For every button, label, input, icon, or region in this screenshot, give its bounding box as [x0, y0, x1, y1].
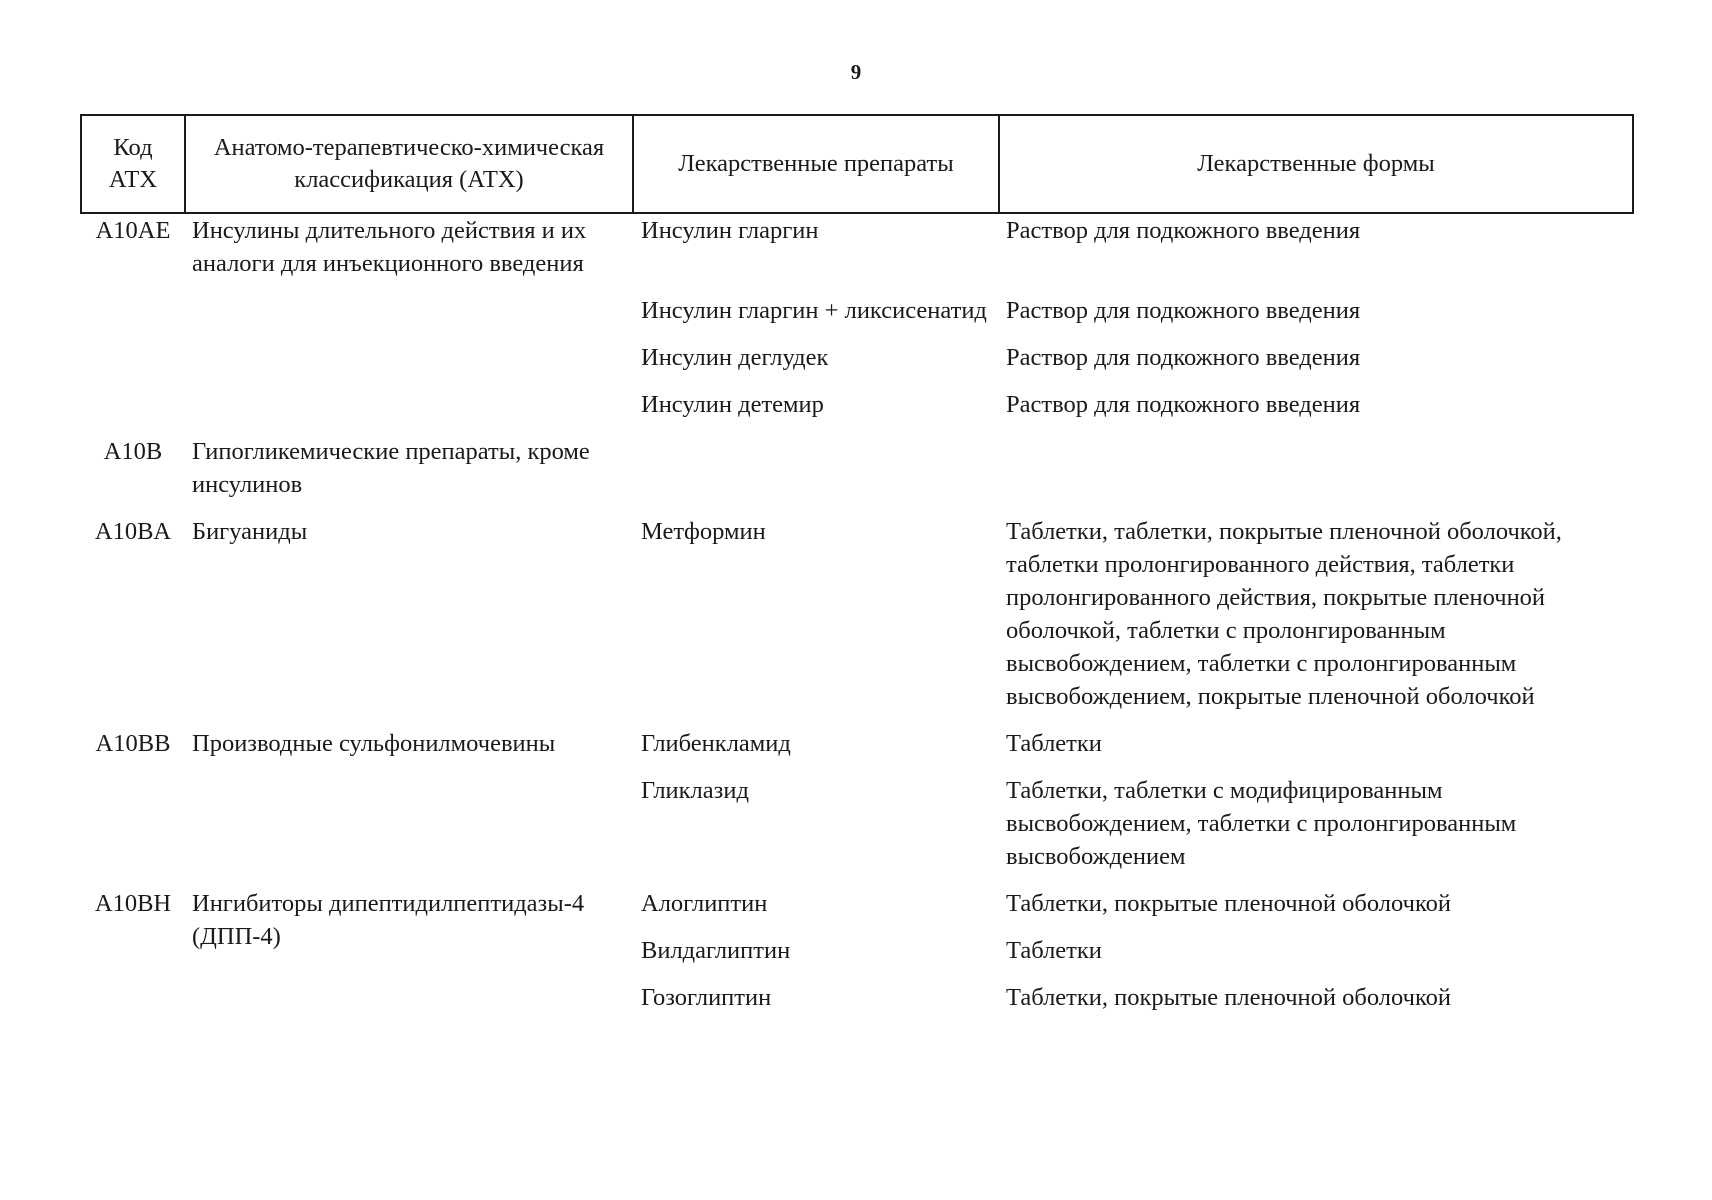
table-header: [81, 115, 1633, 213]
table-row: [81, 873, 1633, 920]
drug-form: Таблетки, таблетки с модифицированным высвобождением, таблетки с пролонгированным высвобождением: [1006, 777, 1517, 870]
atc-code: A10BB: [95, 730, 171, 757]
header-drugs: Лекарственные препараты: [633, 115, 999, 213]
drug-name: Вилдаглиптин: [641, 937, 791, 964]
drug-name: Гозоглиптин: [641, 984, 772, 1011]
drug-name: Инсулин детемир: [641, 391, 824, 418]
drug-name: Гликлазид: [641, 777, 749, 804]
table-row: [81, 713, 1633, 760]
table-row: [81, 280, 1633, 327]
table-row: [81, 967, 1633, 1014]
table-row: [81, 374, 1633, 421]
atc-code: A10BA: [94, 518, 172, 545]
table-row: [81, 327, 1633, 374]
atc-classification: Бигуаниды: [192, 518, 308, 545]
atc-classification: Инсулины длительного действия и их аналоги для инъекционного введения: [192, 217, 587, 277]
atc-classification: Гипогликемические препараты, кроме инсулинов: [192, 438, 590, 498]
table-body: [81, 213, 1633, 1014]
table-row: [81, 213, 1633, 280]
drug-form: Таблетки, покрытые пленочной оболочкой: [1006, 984, 1451, 1011]
drug-name: Инсулин гларгин: [641, 217, 819, 244]
drug-form: Раствор для подкожного введения: [1006, 297, 1361, 324]
atc-classification: Производные сульфонилмочевины: [192, 730, 556, 757]
drug-form: Раствор для подкожного введения: [1006, 344, 1361, 371]
drug-name: Метформин: [641, 518, 766, 545]
drug-form: Раствор для подкожного введения: [1006, 391, 1361, 418]
header-code: Код АТХ: [81, 115, 185, 213]
drug-name: Алоглиптин: [641, 890, 768, 917]
drug-form: Таблетки, покрытые пленочной оболочкой: [1006, 890, 1451, 917]
drug-form: Таблетки, таблетки, покрытые пленочной оболочкой, таблетки пролонгированного действия, таблетки пролонгированного действия, покрытые пленочной оболочкой, таблетки с пролонгированным высвобождением, таблетки с пролонгированным высвобождением, покрытые пленочной оболочкой: [1006, 518, 1562, 710]
atc-table: [80, 114, 1634, 1014]
atc-classification: Ингибиторы дипептидилпептидазы-4 (ДПП-4): [192, 890, 585, 950]
header-classification: Анатомо-терапевтическо-химическая классификация (АТХ): [185, 115, 633, 213]
atc-code: A10B: [103, 438, 163, 465]
table-row: [81, 421, 1633, 501]
drug-name: Инсулин гларгин + ликсисенатид: [641, 297, 987, 324]
page-number: 9: [850, 60, 862, 84]
atc-code: A10BH: [94, 890, 172, 917]
drug-name: Глибенкламид: [641, 730, 791, 757]
drug-name: Инсулин деглудек: [641, 344, 829, 371]
header-forms: Лекарственные формы: [999, 115, 1633, 213]
table-row: [81, 760, 1633, 873]
drug-form: Таблетки: [1006, 937, 1102, 964]
atc-code: A10AE: [95, 217, 171, 244]
drug-form: Таблетки: [1006, 730, 1102, 757]
drug-form: Раствор для подкожного введения: [1006, 217, 1361, 244]
table-row: [81, 501, 1633, 713]
